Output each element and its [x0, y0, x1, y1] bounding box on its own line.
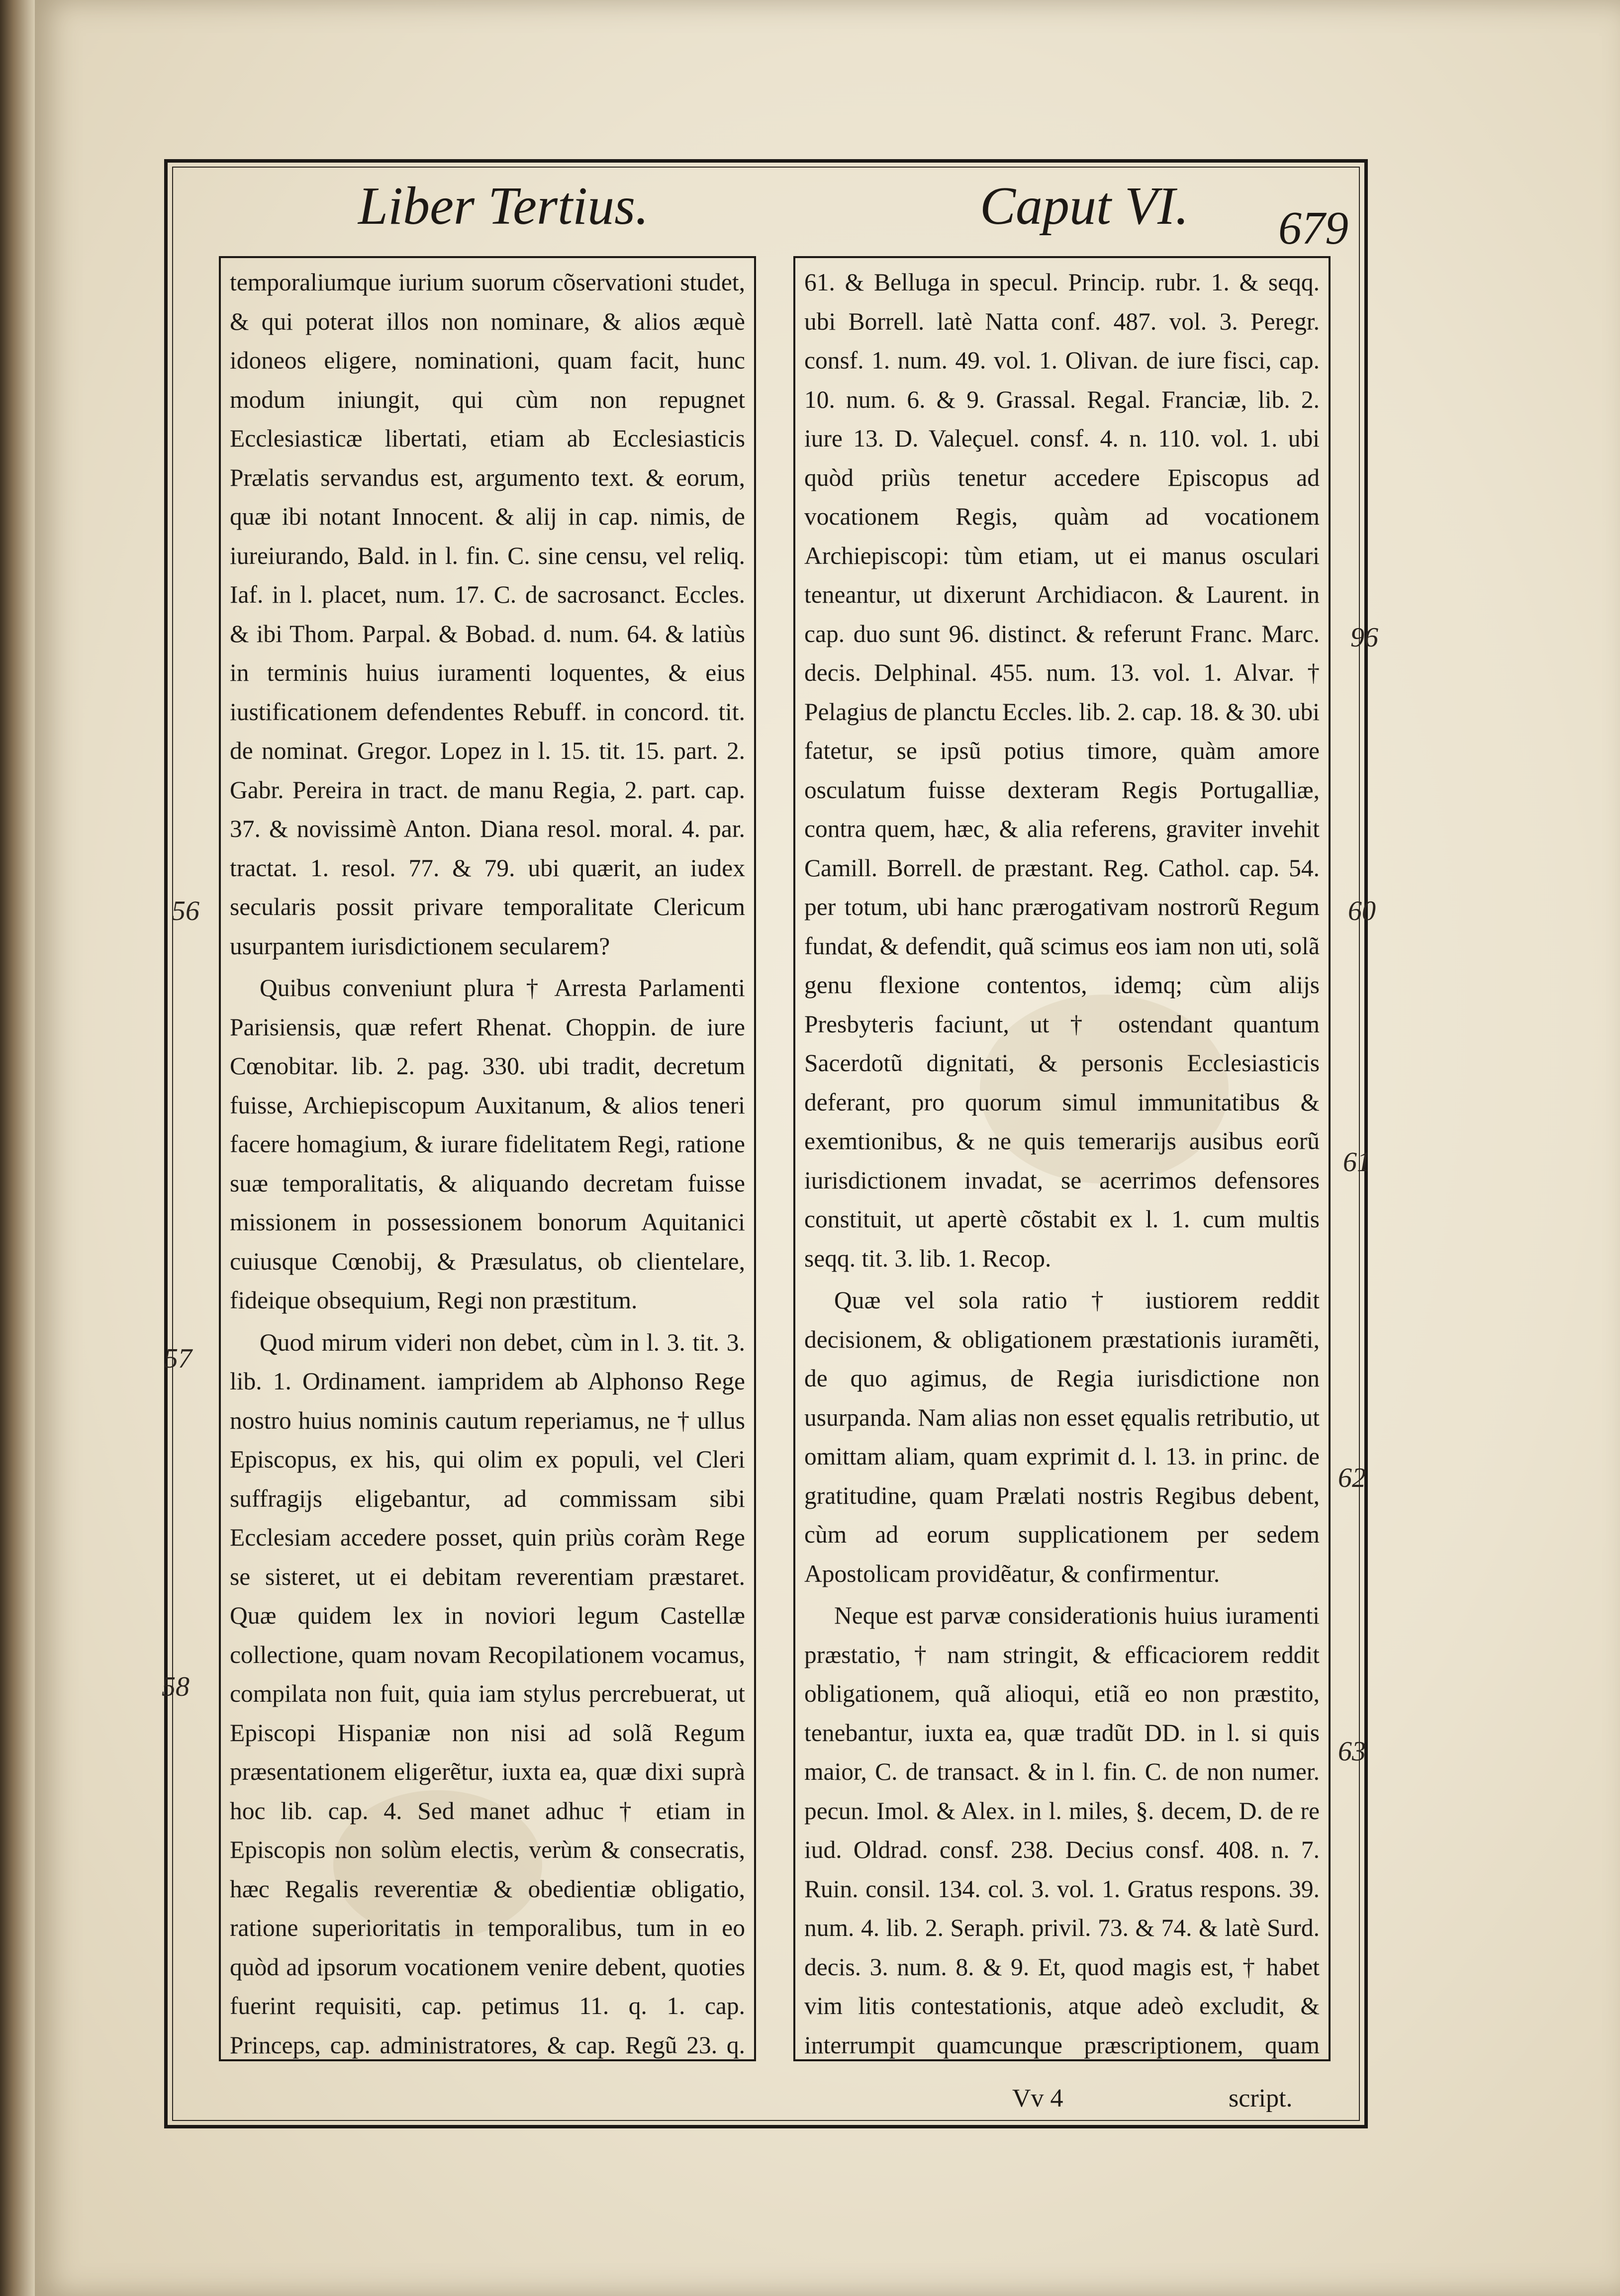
margin-number: 56 — [172, 896, 199, 926]
left-column — [219, 256, 756, 2061]
right-paragraph-2: Quæ vel sola ratio † iustiorem reddit decisionem, & obligationem præstationis iuramẽti, de quo agimus, de Regia iurisdictione non usurpanda. Nam alias non esset ęqualis retributio, ut omittam aliam, quam exprimit d. l. 13. in princ. de gratitudine, quam Prælati nostris Regibus debent, cùm ad eorum supplicationem per sedem Apostolicam providẽatur, & confirmentur. — [804, 1286, 1320, 1587]
running-head-left: Liber Tertius. — [358, 177, 649, 236]
margin-number: 58 — [162, 1671, 190, 1702]
adjacent-page-edge — [0, 0, 35, 2296]
running-head-right: Caput VI. — [980, 177, 1189, 236]
margin-number: 63 — [1338, 1736, 1366, 1767]
right-paragraph-3: Neque est parvæ considerationis huius iuramenti præstatio, † nam stringit, & efficaciorem reddit obligationem, quã alioqui, etiã eo non præstito, tenebantur, iuxta ea, quæ tradũt DD. in l. si quis maior, C. de transact. & in l. fin. C. de non numer. pecun. Imol. & Alex. in l. miles, §. decem, D. de re iud. Oldrad. consf. 238. Decius consf. 408. n. 7. Ruin. consil. 134. col. 3. vol. 1. Gratus respons. 39. num. 4. lib. 2. Seraph. privil. 73. & 74. & latè Surd. decis. 3. num. 8. & 9. Et, quod magis est, † habet vim litis contestationis, atque adeò excludit, & interrumpit quamcunque præscriptionem, quam — [804, 1602, 1320, 2059]
left-paragraph-2: Quibus conveniunt plura † Arresta Parlamenti Parisiensis, quæ refert Rhenat. Choppin. de iure Cœnobitar. lib. 2. pag. 330. ubi tradit, decretum fuisse, Archiepiscopum Auxitanum, & alios teneri facere homagium, & iurare fidelitatem Regi, ratione suæ temporalitatis, & aliquando decretam fuisse missionem in possessionem bonorum Aquitanici cuiusque Cœnobij, & Præsulatus, ob clientelare, fideique obsequium, Regi non præstitum. — [230, 974, 745, 1314]
margin-number: 62 — [1338, 1463, 1366, 1493]
margin-number: 96 — [1350, 622, 1378, 653]
left-paragraph-1: temporaliumque iurium suorum cõservationi studet, & qui poterat illos non nominare, & alios æquè idoneos eligere, nominationi, quam facit, hunc modum iniungit, qui cùm non repugnet Ecclesiasticæ libertati, etiam ab Ecclesiasticis Prælatis servandus est, argumento text. & eorum, quæ ibi notant Innocent. & alij in cap. nimis, de iureiurando, Bald. in l. fin. C. sine censu, vel reliq. Iaf. in l. placet, num. 17. C. de sacrosanct. Eccles. & ibi Thom. Parpal. & Bobad. d. num. 64. & latiùs in terminis huius iuramenti loquentes, & eius iustificationem defendentes Rebuff. in concord. tit. de nominat. Gregor. Lopez in l. 15. tit. 15. part. 2. Gabr. Pereira in tract. de manu Regia, 2. part. cap. 37. & novissimè Anton. Diana resol. moral. 4. par. tractat. 1. resol. 77. & 79. ubi quærit, an iudex secularis possit privare temporalitate Clericum usurpantem iurisdictionem secularem? — [230, 269, 745, 960]
signature-mark: Vv 4 — [1012, 2084, 1063, 2112]
folio-number: 679 — [1278, 202, 1348, 254]
catchword: script. — [1229, 2084, 1293, 2112]
margin-number: 57 — [164, 1343, 192, 1374]
margin-number: 60 — [1348, 896, 1376, 926]
right-column — [793, 256, 1331, 2061]
margin-number: 61 — [1343, 1147, 1371, 1178]
right-paragraph-1: 61. & Belluga in specul. Princip. rubr. 1. & seqq. ubi Borrell. latè Natta conf. 487. vol. 3. Peregr. consf. 1. num. 49. vol. 1. Olivan. de iure fisci, cap. 10. num. 6. & 9. Grassal. Regal. Franciæ, lib. 2. iure 13. D. Valeçuel. consf. 4. n. 110. vol. 1. ubi quòd priùs tenetur accedere Episcopus ad vocationem Regis, quàm ad vocationem Archiepiscopi: tùm etiam, ut ei manus osculari teneantur, ut dixerunt Archidiacon. & Laurent. in cap. duo sunt 96. distinct. & referunt Franc. Marc. decis. Delphinal. 455. num. 13. vol. 1. Alvar. † Pelagius de planctu Eccles. lib. 2. cap. 18. & 30. ubi fatetur, se ipsũ potius timore, quàm amore osculatum fuisse dexteram Regis Portugalliæ, contra quem, hæc, & alia referens, graviter invehit Camill. Borrell. de præstant. Reg. Cathol. cap. 54. per totum, ubi hanc prærogativam nostrorũ Regum fundat, & defendit, quã scimus eos iam non uti, solã genu flexione contentos, idemq; cùm alijs Presbyteris faciunt, ut † ostendant quantum Sacerdotũ dignitati, & personis Ecclesiasticis deferant, pro quorum simul immunitatibus & exemtionibus, & ne quis temerarijs ausibus eorũ iurisdictionem invadat, se acerrimos defensores constituit, ut apertè cõstabit ex l. 1. cum multis seqq. tit. 3. lib. 1. Recop. — [804, 269, 1320, 1272]
left-paragraph-3: Quod mirum videri non debet, cùm in l. 3. tit. 3. lib. 1. Ordinament. iampridem ab Alphonso Rege nostro huius nominis cautum reperiamus, ne † ullus Episcopus, ex his, qui olim ex populi, vel Cleri suffragijs eligebantur, ad commissam sibi Ecclesiam accedere posset, quin priùs coràm Rege se sisteret, ut ei debitam reverentiam præstaret. Quæ quidem lex in noviori legum Castellæ collectione, quam novam Recopilationem vocamus, compilata non fuit, quia iam stylus percrebuerat, ut Episcopi Hispaniæ non nisi ad solã Regum præsentationem eligerẽtur, iuxta ea, quæ dixi suprà hoc lib. cap. 4. Sed manet adhuc † etiam in Episcopis non solùm electis, verùm & consecratis, hæc Regalis reverentiæ & obedientiæ obligatio, ratione superioritatis in temporalibus, tum in eo quòd ad ipsorum vocationem venire debent, quoties fuerint requisiti, cap. petimus 11. q. 1. cap. Princeps, cap. administratores, & cap. Regũ 23. q. — [230, 1328, 745, 2059]
